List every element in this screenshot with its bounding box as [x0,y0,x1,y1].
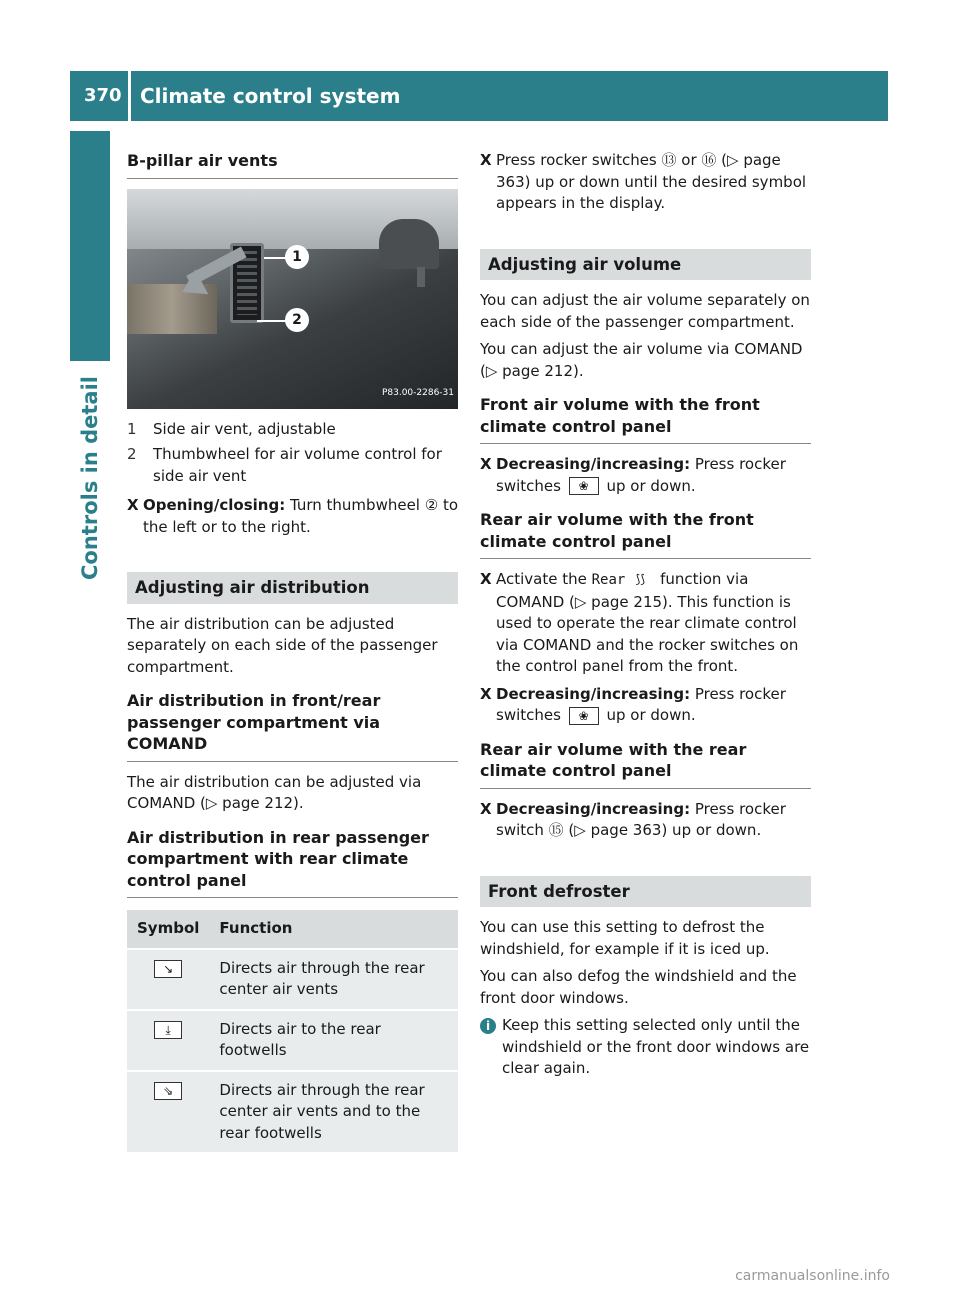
step-marker: X [480,799,492,818]
table-header-row [127,910,458,949]
header-divider [128,71,131,121]
step-text: Press rocker switches [496,684,786,724]
para-distribution: The air distribution can be adjusted separately on each side of the passenger compartment. [127,614,438,676]
table-cell-function: Directs air through the rear center air vents [209,949,458,1010]
step-front-volume [480,454,811,497]
step-label: Decreasing/increasing: [496,799,691,818]
side-tab [70,131,110,361]
section-air-volume: Adjusting air volume [480,249,811,281]
para-defrost-2: You can also defog the windshield and the front door windows. [480,967,797,1007]
section-front-defroster: Front defroster [480,876,811,908]
callout-2: 2 [285,308,309,332]
b-pillar-vent-photo [127,189,458,409]
section-air-distribution: Adjusting air distribution [127,572,458,604]
step-text: Press rocker switch ⑮ (▷ page 363) up or down. [496,799,786,839]
para-volume-1: You can adjust the air volume separately on each side of the passenger compartment. [480,291,810,331]
page-title: Climate control system [140,84,401,108]
info-icon: i [480,1018,496,1034]
step-marker: X [480,570,492,588]
heading-front-volume-front-panel: Front air volume with the front climate control panel [480,394,811,444]
page-number: 370 [84,85,122,106]
callout-1: 1 [285,245,309,269]
photo-headrest-post [417,267,425,287]
legend-item [127,419,458,441]
step-text: function via COMAND (▷ page 215). This function is used to operate the rear climate control via COMAND and the rocker switches on the control panel from the front. [496,570,799,675]
air-distribution-table [127,910,458,1152]
right-column [480,150,811,1086]
para-defrost-1: You can use this setting to defrost the windshield, for example if it is iced up. [480,918,770,958]
heading-distribution-comand: Air distribution in front/rear passenger compartment via COMAND [127,690,458,762]
side-label [70,368,110,588]
info-text: Keep this setting selected only until the windshield or the front door windows are clear again. [502,1016,810,1077]
rear-seat-icon: ⟆⟆ [635,571,646,586]
heading-b-pillar: B-pillar air vents [127,150,458,179]
table-row [127,1071,458,1153]
step-opening-closing [127,495,458,538]
legend-item [127,444,458,487]
fan-icon: ❀ [569,707,599,725]
vent-center-footwell-icon: ⇘ [154,1082,182,1100]
legend-text: Thumbwheel for air volume control for side air vent [153,445,442,485]
heading-rear-volume-rear-panel: Rear air volume with the rear climate control panel [480,739,811,789]
step-rear-volume-front [480,684,811,727]
step-activate-rear [480,569,811,678]
legend-text: Side air vent, adjustable [153,419,336,438]
table-cell-function: Directs air through the rear center air vents and to the rear footwells [209,1071,458,1153]
para-volume-2: You can adjust the air volume via COMAND (▷ page 212). [480,340,803,380]
table-row [127,1010,458,1071]
footer-watermark: carmanualsonline.info [735,1268,890,1284]
page-header [70,71,888,121]
table-cell-function: Directs air to the rear footwells [209,1010,458,1071]
fan-icon: ❀ [569,477,599,495]
step-marker: X [127,496,139,514]
legend-number: 1 [127,419,137,438]
step-text: up or down. [601,476,696,495]
step-marker: X [480,151,492,169]
step-marker: X [480,455,492,473]
heading-rear-volume-front-panel: Rear air volume with the front climate control panel [480,509,811,559]
table-header-function: Function [209,910,458,949]
vent-footwell-icon: ⤓ [154,1021,182,1039]
heading-distribution-rear-panel: Air distribution in rear passenger compartment with rear climate control panel [127,827,458,899]
step-rear-volume-rear [480,799,811,842]
step-marker: X [480,684,492,703]
left-column [127,150,458,1152]
step-text: up or down. [601,706,696,724]
rear-function-label: Rear [591,572,626,588]
step-text: Activate the [496,570,592,588]
para-distribution-comand: The air distribution can be adjusted via COMAND (▷ page 212). [127,772,422,812]
step-label: Decreasing/increasing: [496,455,691,473]
info-note [480,1015,811,1080]
photo-headrest [379,219,439,269]
step-text: Press rocker switches ⑬ or ⑯ (▷ page 363) up or down until the desired symbol appears in the display. [496,151,807,212]
step-text: Turn thumbwheel ② to the left or to the right. [143,496,459,536]
step-label: Opening/closing: [143,496,286,514]
table-header-symbol: Symbol [127,910,209,949]
table-row [127,949,458,1010]
side-label-text: Controls in detail [78,376,102,580]
vent-center-icon: ↘ [154,960,182,978]
legend-number: 2 [127,445,137,463]
photo-code: P83.00-2286-31 [381,388,454,398]
step-press-rocker [480,150,811,215]
step-label: Decreasing/increasing: [496,684,691,703]
step-text: Press rocker switches [496,455,786,495]
